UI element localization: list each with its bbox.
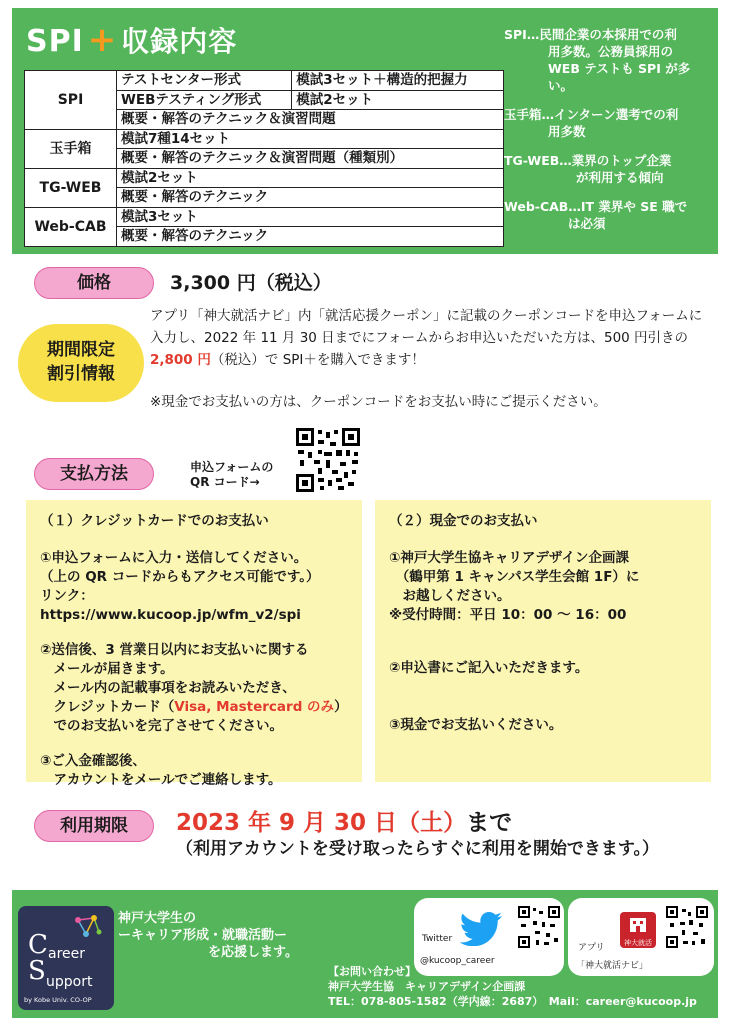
promo-badge-line: 割引情報 (47, 364, 115, 384)
logo-byline: by Kobe Univ. CO-OP (24, 996, 92, 1004)
app-qr-code-icon[interactable] (666, 906, 708, 948)
table-cell: WEBテスティング形式 (117, 90, 292, 110)
logo-word: upport (46, 974, 93, 990)
test-notes (504, 26, 714, 244)
qr-caption-line: QR コード→ (190, 475, 260, 489)
contact-org: 神戸大学生協 キャリアデザイン企画課 (328, 980, 526, 993)
cash-heading: （２）現金でのお支払い (389, 513, 538, 529)
twitter-bird-icon (460, 912, 504, 946)
table-row (25, 129, 504, 149)
payment-label: 支払方法 (34, 458, 154, 490)
slogan-line: を応援します。 (208, 945, 298, 960)
expiry-date-b: ） (443, 810, 467, 836)
title-prefix: SPI (26, 24, 84, 59)
credit-step-2-b: ） でのお支払いを完了させてください。 (53, 699, 348, 734)
table-cell: 模試7種14セット (117, 129, 504, 149)
accepted-cards: Visa, Mastercard のみ (174, 699, 335, 715)
table-row (25, 168, 504, 188)
table-cell: 模試3セット (117, 207, 504, 227)
expiry-date-a: 2023 年 9 月 30 日（ (176, 810, 421, 836)
expiry-weekday: 土 (420, 810, 444, 836)
page-title (26, 22, 237, 60)
table-cell: 模試2セット (117, 168, 504, 188)
contact-info (328, 964, 697, 1009)
twitter-label: Twitter (422, 934, 453, 944)
credit-card-section (26, 500, 362, 788)
promo-badge (18, 324, 144, 402)
career-support-logo (18, 906, 114, 1010)
table-cell: 模試3セット＋構造的把握力 (292, 71, 504, 91)
logo-word: areer (48, 946, 86, 962)
table-cell: 模試2セット (292, 90, 504, 110)
promo-price: 2,800 円 (150, 352, 211, 368)
title-plus: + (87, 20, 118, 60)
cash-section (375, 500, 711, 782)
credit-step-2 (40, 641, 348, 736)
note-line: Web-CAB…IT 業界や SE 職で (504, 199, 688, 214)
note-line: は必須 (568, 216, 606, 231)
promo-badge-line: 期間限定 (47, 340, 115, 360)
expiry-note: （利用アカウントを受け取ったらすぐに利用を開始できます。） (176, 839, 659, 859)
slogan-line: 神戸大学生の (118, 911, 197, 926)
note-webcab (504, 198, 714, 232)
twitter-qr-code-icon[interactable] (518, 906, 560, 948)
note-line: 用多数 (548, 124, 586, 139)
app-name: 「神大就活ナビ」 (576, 961, 649, 971)
table-row (25, 207, 504, 227)
logo-letter: C (28, 930, 48, 960)
credit-step-3: ③ご入金確認後、 アカウントをメールでご連絡します。 (40, 753, 282, 788)
promo-text-b: （税込）で SPI＋を購入できます！ (210, 352, 425, 368)
table-cell: 概要・解答のテクニック＆演習問題（種類別） (117, 149, 504, 169)
contents-table (24, 70, 504, 247)
group-tgweb: TG-WEB (25, 168, 117, 207)
credit-step-2-a: ②送信後、3 営業日以内にお支払いに関する メールが届きます。 メール内の記載事項をお読みいただき、 クレジットカード（ (40, 642, 309, 715)
table-row (25, 71, 504, 91)
note-line: が利用する傾向 (576, 170, 664, 185)
table-cell: 概要・解答のテクニック＆演習問題 (117, 110, 504, 130)
app-icon-text: 神大就活 (624, 939, 652, 947)
group-tamatebako: 玉手箱 (25, 129, 117, 168)
cash-step-2: ②申込書にご記入いただきます。 (389, 660, 589, 676)
qr-caption (190, 460, 273, 490)
slogan (118, 910, 298, 961)
twitter-handle: @kucoop_career (420, 956, 495, 966)
group-webcab: Web-CAB (25, 207, 117, 246)
contact-tel-mail: TEL：078-805-1582（学内線：2687） Mail：career@kucoop.jp (328, 995, 697, 1008)
contents-panel (12, 8, 718, 254)
footer (12, 890, 718, 1018)
building-icon (620, 912, 656, 936)
slogan-line: ーキャリア形成・就職活動ー (118, 928, 288, 943)
qr-caption-line: 申込フォームの (190, 460, 274, 474)
promo-text (150, 305, 710, 371)
expiry-date-tail: まで (466, 810, 513, 836)
note-line: 玉手箱…インターン選考での利 (504, 107, 679, 122)
title-rest: 収録内容 (121, 25, 238, 58)
price-value: 3,300 円（税込） (170, 272, 332, 294)
note-spi (504, 26, 714, 94)
note-line: SPI…民間企業の本採用での利 (504, 27, 677, 42)
form-qr-code-icon[interactable] (296, 428, 360, 492)
note-tamatebako (504, 106, 714, 140)
expiry-label: 利用期限 (34, 810, 154, 842)
cash-note: ※現金でお支払いの方は、クーポンコードをお支払い時にご提示ください。 (150, 394, 607, 410)
promo-text-a: アプリ「神大就活ナビ」内「就活応援クーポン」に記載のクーポンコードを申込フォームに入力し、2022 年 11 月 30 日までにフォームからお申込いただいた方は、500 円引きの (150, 308, 703, 346)
cash-step-1: ①神戸大学生協キャリアデザイン企画課 （鶴甲第 1 キャンパス学生会館 1F）に お越しください。 ※受付時間：平日 10：00 〜 16：00 (389, 550, 640, 623)
credit-heading: （１）クレジットカードでのお支払い (40, 513, 269, 529)
table-cell: 概要・解答のテクニック (117, 188, 504, 208)
group-spi: SPI (25, 71, 117, 130)
note-line: 用多数。公務員採用の WEB テストも SPI が多 い。 (548, 44, 691, 93)
table-cell: 概要・解答のテクニック (117, 227, 504, 247)
network-icon (72, 914, 102, 940)
app-label: アプリ (578, 943, 605, 953)
logo-letter: S (28, 956, 46, 986)
price-label: 価格 (34, 267, 154, 299)
cash-step-3: ③現金でお支払いください。 (389, 717, 563, 733)
note-tgweb (504, 152, 714, 186)
expiry-date (176, 804, 512, 837)
note-line: TG-WEB…業界のトップ企業 (504, 153, 672, 168)
table-cell: テストセンター形式 (117, 71, 292, 91)
app-icon (620, 912, 656, 948)
credit-step-1: ①申込フォームに入力・送信してください。 （上の QR コードからもアクセス可能です。） リンク：https://www.kucoop.jp/wfm_v2/spi (40, 550, 320, 623)
contact-heading: 【お問い合わせ】 (328, 965, 416, 978)
